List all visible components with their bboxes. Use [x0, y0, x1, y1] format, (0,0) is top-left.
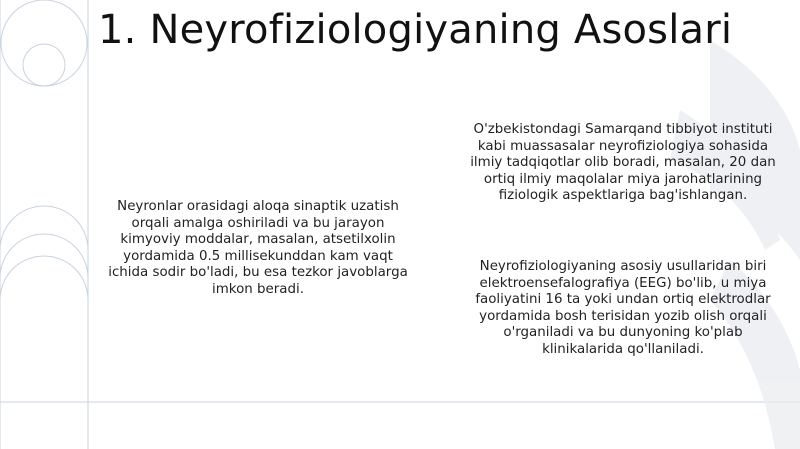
deco-arch-3: [0, 256, 88, 300]
deco-arch-1: [0, 206, 88, 250]
paragraph-eeg-method: Neyrofiziologiyaning asosiy usullaridan biri elektroensefalografiya (EEG) bo'lib, u miya faoliyatini 16 ta yoki undan ortiq elektrodlar yordamida bosh terisidan yozib olish orqali o'rganiladi va bu dunyoning ko'plab klinikalarida qo'llaniladi.: [475, 259, 771, 357]
slide-title: 1. Neyrofiziologiyaning Asoslari: [98, 7, 733, 53]
paragraph-samarkand-institute: O'zbekistondagi Samarqand tibbiyot instituti kabi muassasalar neyrofiziologiya sohasida ilmiy tadqiqotlar olib boradi, masalan, 20 dan ortiq ilmiy maqolalar miya jarohatlarining fiziologik aspektlariga bag'ishlangan.: [470, 122, 776, 204]
background-watermark: [560, 0, 800, 449]
paragraph-synaptic-transmission: Neyronlar orasidagi aloqa sinaptik uzatish orqali amalga oshiriladi va bu jarayon kimyoviy moddalar, masalan, atsetilxolin yordamida 0.5 millisekunddan kam vaqt ichida sodir bo'ladi, bu esa tezkor javoblarga imkon beradi.: [108, 199, 408, 297]
deco-circle-small: [23, 44, 65, 86]
deco-arch-2: [0, 234, 88, 449]
deco-circle-large: [1, 0, 87, 86]
